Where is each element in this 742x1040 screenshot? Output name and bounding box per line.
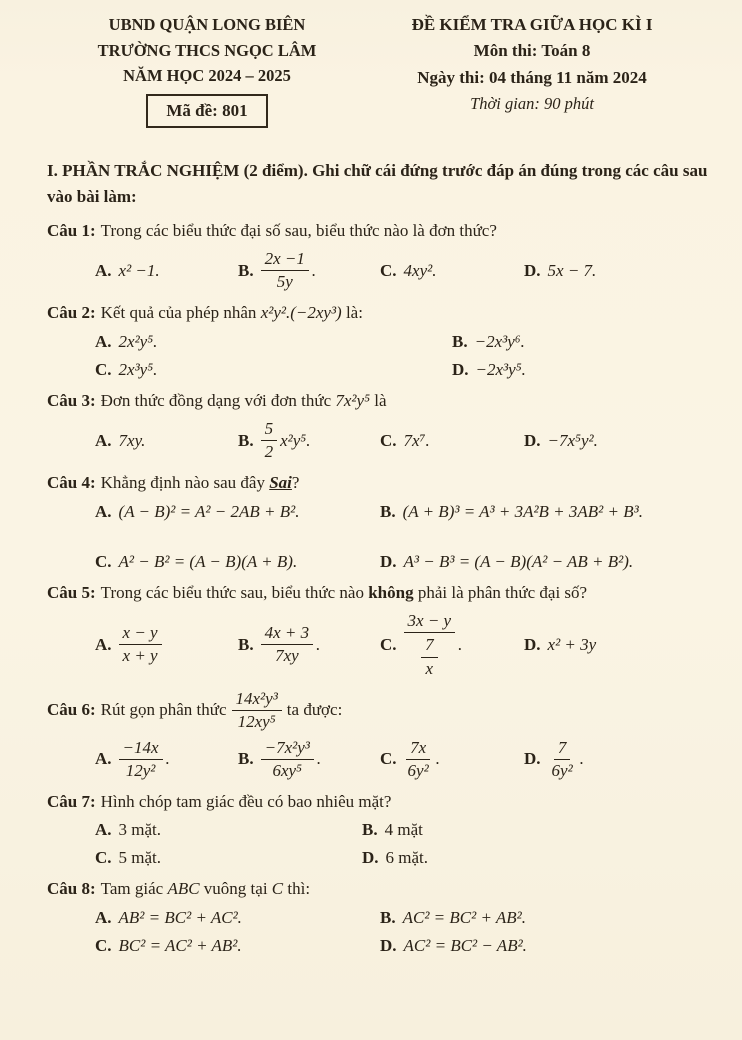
nested-denominator: x [425,658,434,678]
fraction [261,623,314,666]
option-2c-label: C. [95,359,112,379]
option-4c-label: C. [95,551,112,571]
question-8-options-row2 [47,936,712,956]
fraction-numerator: 5 [261,419,278,441]
question-5-text2: phải là phân thức đại số? [413,582,588,602]
option-1c-label: C. [380,260,397,280]
option-6a-label: A. [95,749,112,769]
question-3-math: 7x²y⁵ [335,390,370,410]
option-6c-label: C. [380,749,397,769]
fraction-numerator: −7x²y³ [261,738,314,760]
option-1c-math: 4xy². [403,260,437,280]
option-3d [524,431,598,451]
option-6a-suffix: . [165,749,170,769]
option-5c-suffix: . [458,634,463,654]
question-4-options-row2 [47,552,712,572]
option-3b [238,419,380,462]
option-8c-math: BC² = AC² + AB². [118,935,242,955]
fraction-denominator: 7xy [275,646,299,666]
question-5-line [47,580,712,606]
question-3-text1: Đơn thức đồng dạng với đơn thức [100,390,336,410]
fraction-denominator: 6y² [407,760,429,780]
option-8c-label: C. [95,935,112,955]
option-3b-suffix: x²y⁵. [280,430,311,450]
fraction-denominator: 12xy⁵ [237,711,276,731]
option-6b-label: B. [238,749,254,769]
fraction-denominator: 2 [264,442,274,462]
option-7c [95,848,362,868]
fraction-denominator: 5y [276,272,293,292]
option-2d-label: D. [452,359,469,379]
question-3-label: Câu 3: [47,390,96,410]
fraction-denominator: 12y² [125,760,156,780]
question-4-options-row1 [47,502,712,522]
question-5 [47,580,712,679]
option-1c [380,261,524,281]
option-7d-text: 6 mặt. [385,848,429,868]
question-2-options-row2 [47,360,712,380]
question-1-text: Trong các biểu thức đại số sau, biểu thức nào là đơn thức? [100,220,497,240]
fraction-numerator: −14x [119,738,163,760]
question-8-text2: vuông tại [199,879,272,899]
option-2b-math: −2x³y⁶. [474,331,525,351]
question-6-label: Câu 6: [47,700,96,720]
fraction-denominator: 6xy⁵ [272,760,302,780]
option-2c-math: 2x³y⁵. [118,359,158,379]
question-6 [47,689,712,781]
question-7-line [47,789,712,815]
option-8a [95,908,380,928]
option-4c-math: A² − B² = (A − B)(A + B). [118,551,298,571]
exam-subject: Môn thi: Toán 8 [473,41,591,61]
question-2-math: x²y².(−2xy³) [260,303,342,323]
option-8c [95,936,380,956]
question-7-options-row1 [47,820,712,840]
question-1 [47,218,712,293]
option-5d [524,635,596,655]
option-5d-math: x² + 3y [547,634,597,654]
option-5a [95,623,238,666]
option-8b [380,908,526,928]
question-3 [47,388,712,463]
fraction-denominator: 6y² [551,760,573,780]
fraction-numerator: 4x + 3 [261,623,314,645]
option-6d-label: D. [524,749,541,769]
fraction [261,249,309,292]
option-8d [380,936,527,956]
question-2-options-row1 [47,332,712,352]
option-4d-label: D. [380,551,397,571]
option-7a [95,820,362,840]
option-5b-label: B. [238,634,254,654]
option-4b-math: (A + B)³ = A³ + 3A²B + 3AB² + B³. [402,501,643,521]
option-3d-math: −7x⁵y². [547,430,598,450]
option-6b-suffix: . [316,749,322,769]
option-6d-suffix: . [579,749,584,769]
option-7d-label: D. [362,848,379,868]
fraction [232,689,282,732]
question-2-text2: là: [341,303,363,323]
question-4-text2: ? [291,473,300,493]
option-4a [95,502,380,522]
option-2b-label: B. [452,331,468,351]
option-7b-text: 4 mặt [384,820,423,840]
option-1b-suffix: . [311,260,317,280]
option-8b-label: B. [380,907,396,927]
question-8-label: Câu 8: [47,879,96,899]
fraction-numerator: 3x − y [404,611,456,633]
option-7d [362,848,428,868]
option-5d-label: D. [524,634,541,654]
option-5c [380,611,524,678]
option-8b-math: AC² = BC² + AB². [402,907,526,927]
exam-code-box: Mã đề: 801 [146,94,267,128]
option-3c-label: C. [380,430,397,450]
fraction [261,419,278,462]
exam-date: Ngày thi: 04 tháng 11 năm 2024 [417,67,647,87]
question-2-text1: Kết quả của phép nhân [100,303,261,323]
question-1-line [47,218,712,244]
question-4 [47,470,712,572]
complex-fraction [404,611,456,678]
exam-title: ĐỀ KIỂM TRA GIỮA HỌC KÌ I [411,15,653,34]
option-4d [380,552,633,572]
question-7-text: Hình chóp tam giác đều có bao nhiêu mặt? [100,791,392,811]
question-6-options [47,738,712,781]
option-6c [380,738,524,781]
question-2-label: Câu 2: [47,303,96,323]
option-4a-math: (A − B)² = A² − 2AB + B². [118,501,300,521]
option-2b [452,332,525,352]
nested-numerator: 7 [421,635,438,657]
option-3b-label: B. [238,430,254,450]
option-6a [95,738,238,781]
question-2-line [47,300,712,326]
exam-duration: Thời gian: 90 phút [470,94,594,114]
question-8-text3: thì: [283,879,311,899]
fraction [119,623,162,666]
option-1d [524,261,596,281]
question-3-line [47,388,712,414]
question-3-options [47,419,712,462]
option-1a-math: x² −1. [118,260,160,280]
option-8a-label: A. [95,907,112,927]
option-7b [362,820,423,840]
option-4b [380,502,643,522]
school-name: TRƯỜNG THCS NGỌC LÂM [97,40,317,60]
header-left [47,12,367,128]
question-1-options [47,249,712,292]
option-7a-label: A. [95,820,112,840]
fraction-denominator: x + y [122,646,158,666]
option-3a-math: 7xy. [118,430,146,450]
option-3a [95,431,238,451]
option-2d [452,360,526,380]
option-3c [380,431,524,451]
question-6-text1: Rút gọn phân thức [100,700,227,720]
option-1b-label: B. [238,260,254,280]
option-7c-text: 5 mặt. [118,848,162,868]
option-1a [95,261,238,281]
fraction [261,738,314,781]
option-2a-label: A. [95,331,112,351]
header-right [367,12,697,128]
option-6d [524,738,584,781]
option-8d-math: AC² = BC² − AB². [403,935,527,955]
question-7-options-row2 [47,848,712,868]
option-1a-label: A. [95,260,112,280]
option-6c-suffix: . [435,749,440,769]
fraction [548,738,577,781]
option-6b [238,738,380,781]
option-7b-label: B. [362,820,378,840]
fraction-numerator: 7 [554,738,571,760]
fraction-numerator: 14x²y³ [232,689,282,711]
question-8-line [47,876,712,902]
question-6-text2: ta được: [286,700,343,720]
option-2d-math: −2x³y⁵. [475,359,526,379]
question-8-text1: Tam giác [100,879,168,899]
question-3-text2: là [370,390,387,410]
question-8-math1: ABC [167,879,200,899]
option-5a-label: A. [95,634,112,654]
option-4a-label: A. [95,501,112,521]
option-2a-math: 2x²y⁵. [118,331,158,351]
option-5c-label: C. [380,634,397,654]
option-2a [95,332,452,352]
header [47,12,712,128]
question-8 [47,876,712,956]
section-heading: I. PHẦN TRẮC NGHIỆM (2 điểm). Ghi chữ cái đứng trước đáp án đúng trong các câu sau vào bài làm: [47,161,708,207]
question-5-options [47,611,712,678]
option-3d-label: D. [524,430,541,450]
question-4-line [47,470,712,496]
fraction [404,738,433,781]
school-year: NĂM HỌC 2024 – 2025 [123,66,291,86]
fraction-numerator: 2x −1 [261,249,309,271]
fraction-denominator [417,633,442,678]
fraction [119,738,163,781]
question-4-label: Câu 4: [47,473,96,493]
question-5-bold: không [368,582,414,602]
option-3a-label: A. [95,430,112,450]
question-4-text1: Khẳng định nào sau đây [100,473,270,493]
option-7c-label: C. [95,848,112,868]
question-7-label: Câu 7: [47,791,96,811]
question-6-line [47,689,712,732]
option-4c [95,552,380,572]
option-4d-math: A³ − B³ = (A − B)(A² − AB + B²). [403,551,634,571]
question-8-options-row1 [47,908,712,928]
fraction-numerator: x − y [119,623,162,645]
option-5b-suffix: . [316,634,321,654]
option-2c [95,360,452,380]
option-1d-label: D. [524,260,541,280]
option-1b [238,249,380,292]
option-4b-label: B. [380,501,396,521]
option-7a-text: 3 mặt. [118,820,162,840]
question-2 [47,300,712,380]
question-1-label: Câu 1: [47,220,96,240]
option-8d-label: D. [380,935,397,955]
question-5-label: Câu 5: [47,582,96,602]
fraction-numerator: 7x [406,738,430,760]
question-5-text1: Trong các biểu thức sau, biểu thức nào [100,582,369,602]
nested-fraction [421,635,438,678]
question-4-sai: Sai [269,473,292,493]
option-5b [238,623,380,666]
option-3c-math: 7x⁷. [403,430,430,450]
school-district: UBND QUẬN LONG BIÊN [108,15,306,34]
option-1d-math: 5x − 7. [547,260,597,280]
option-8a-math: AB² = BC² + AC². [118,907,242,927]
question-7 [47,789,712,869]
question-8-math2: C [271,879,284,899]
